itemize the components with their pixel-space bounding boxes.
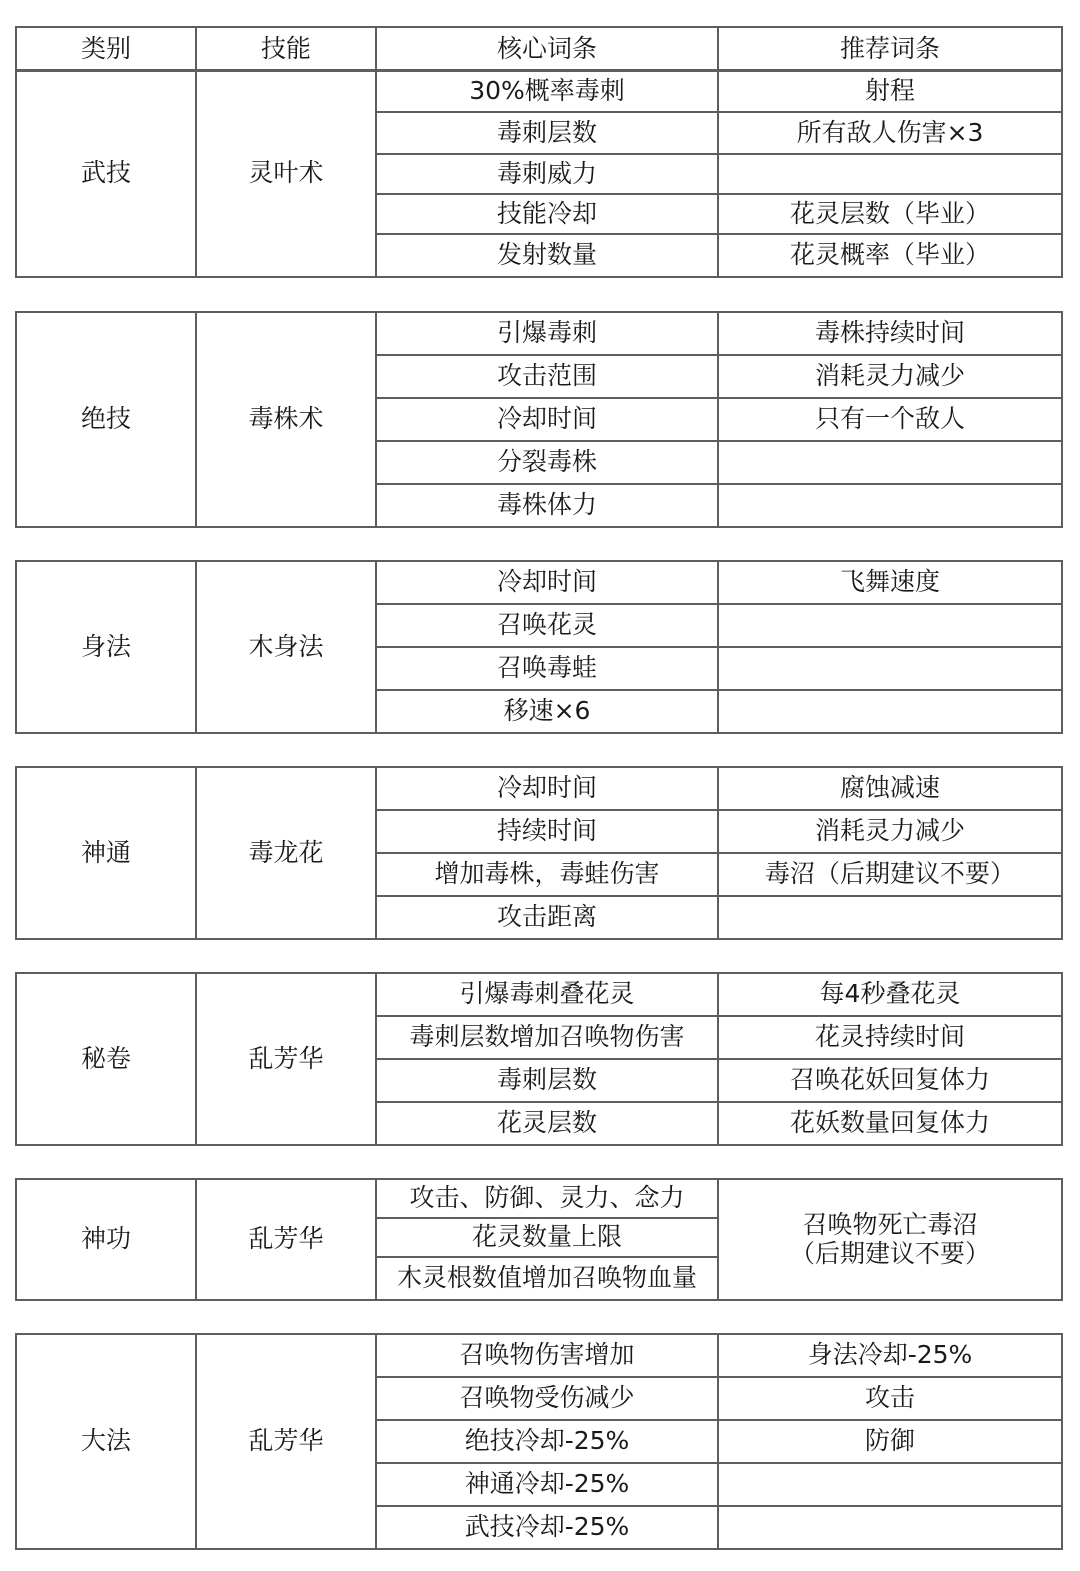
core-affix: 攻击范围	[376, 355, 718, 398]
recommended-affix: 射程	[718, 70, 1062, 112]
skill-cell: 乱芳华	[196, 973, 376, 1145]
core-affix: 毒刺层数	[376, 1059, 718, 1102]
recommended-affix: 花灵概率（毕业）	[718, 234, 1062, 277]
core-affix: 花灵数量上限	[376, 1218, 718, 1257]
recommended-affix: 每4秒叠花灵	[718, 973, 1062, 1016]
core-affix: 神通冷却-25%	[376, 1463, 718, 1506]
skill-cell: 乱芳华	[196, 1179, 376, 1300]
core-affix: 攻击距离	[376, 896, 718, 939]
skill-cell: 乱芳华	[196, 1334, 376, 1549]
recommended-affix: 腐蚀减速	[718, 767, 1062, 810]
recommended-affix: 花妖数量回复体力	[718, 1102, 1062, 1145]
recommended-affix	[718, 441, 1062, 484]
skill-cell: 毒株术	[196, 312, 376, 527]
recommended-affix	[718, 690, 1062, 733]
recommended-affix: 所有敌人伤害×3	[718, 112, 1062, 154]
category-cell: 神通	[16, 767, 196, 939]
core-affix: 绝技冷却-25%	[376, 1420, 718, 1463]
skill-group-shengong	[15, 1178, 1063, 1301]
core-affix: 发射数量	[376, 234, 718, 277]
category-cell: 大法	[16, 1334, 196, 1549]
core-affix: 30%概率毒刺	[376, 70, 718, 112]
category-cell: 秘卷	[16, 973, 196, 1145]
category-cell: 身法	[16, 561, 196, 733]
header-core: 核心词条	[376, 27, 718, 71]
core-affix: 冷却时间	[376, 398, 718, 441]
recommended-affix	[718, 647, 1062, 690]
core-affix: 技能冷却	[376, 194, 718, 234]
core-affix: 召唤物受伤减少	[376, 1377, 718, 1420]
category-cell: 武技	[16, 70, 196, 277]
recommended-affix: 飞舞速度	[718, 561, 1062, 604]
core-affix: 毒刺层数	[376, 112, 718, 154]
category-cell: 神功	[16, 1179, 196, 1300]
header-recommended: 推荐词条	[718, 27, 1062, 71]
core-affix: 召唤花灵	[376, 604, 718, 647]
core-affix: 增加毒株，毒蛙伤害	[376, 853, 718, 896]
header-category: 类别	[16, 27, 196, 71]
skill-group-dafa	[15, 1333, 1063, 1550]
recommended-affix	[718, 604, 1062, 647]
recommended-affix: 花灵持续时间	[718, 1016, 1062, 1059]
core-affix: 移速×6	[376, 690, 718, 733]
recommended-affix: 防御	[718, 1420, 1062, 1463]
core-affix: 持续时间	[376, 810, 718, 853]
skill-group-shentong	[15, 766, 1063, 940]
core-affix: 花灵层数	[376, 1102, 718, 1145]
core-affix: 引爆毒刺叠花灵	[376, 973, 718, 1016]
core-affix: 召唤毒蛙	[376, 647, 718, 690]
recommended-affix	[718, 896, 1062, 939]
recommended-affix: 召唤花妖回复体力	[718, 1059, 1062, 1102]
core-affix: 冷却时间	[376, 767, 718, 810]
core-affix: 木灵根数值增加召唤物血量	[376, 1257, 718, 1300]
recommended-affix: 毒沼（后期建议不要）	[718, 853, 1062, 896]
recommended-affix	[718, 1179, 1062, 1300]
skill-group-mijuan	[15, 972, 1063, 1146]
recommended-affix	[718, 154, 1062, 194]
skill-group-wuji	[15, 69, 1063, 278]
core-affix: 分裂毒株	[376, 441, 718, 484]
recommended-affix	[718, 1506, 1062, 1549]
recommended-affix-line: （后期建议不要）	[789, 1238, 990, 1268]
recommended-affix	[718, 484, 1062, 527]
skill-cell: 灵叶术	[196, 70, 376, 277]
recommended-affix: 攻击	[718, 1377, 1062, 1420]
core-affix: 冷却时间	[376, 561, 718, 604]
recommended-affix: 毒株持续时间	[718, 312, 1062, 355]
core-affix: 毒刺威力	[376, 154, 718, 194]
core-affix: 毒株体力	[376, 484, 718, 527]
category-cell: 绝技	[16, 312, 196, 527]
skill-group-jueji	[15, 311, 1063, 528]
core-affix: 引爆毒刺	[376, 312, 718, 355]
skill-group-shenfa	[15, 560, 1063, 734]
core-affix: 武技冷却-25%	[376, 1506, 718, 1549]
recommended-affix	[718, 1463, 1062, 1506]
recommended-affix: 身法冷却-25%	[718, 1334, 1062, 1377]
recommended-affix-line: 召唤物死亡毒沼	[802, 1209, 978, 1239]
skill-cell: 木身法	[196, 561, 376, 733]
recommended-affix: 只有一个敌人	[718, 398, 1062, 441]
core-affix: 攻击、防御、灵力、念力	[376, 1179, 718, 1218]
core-affix: 召唤物伤害增加	[376, 1334, 718, 1377]
header-skill: 技能	[196, 27, 376, 71]
recommended-affix: 花灵层数（毕业）	[718, 194, 1062, 234]
header-table	[15, 26, 1063, 72]
recommended-affix: 消耗灵力减少	[718, 355, 1062, 398]
skill-cell: 毒龙花	[196, 767, 376, 939]
core-affix: 毒刺层数增加召唤物伤害	[376, 1016, 718, 1059]
recommended-affix: 消耗灵力减少	[718, 810, 1062, 853]
